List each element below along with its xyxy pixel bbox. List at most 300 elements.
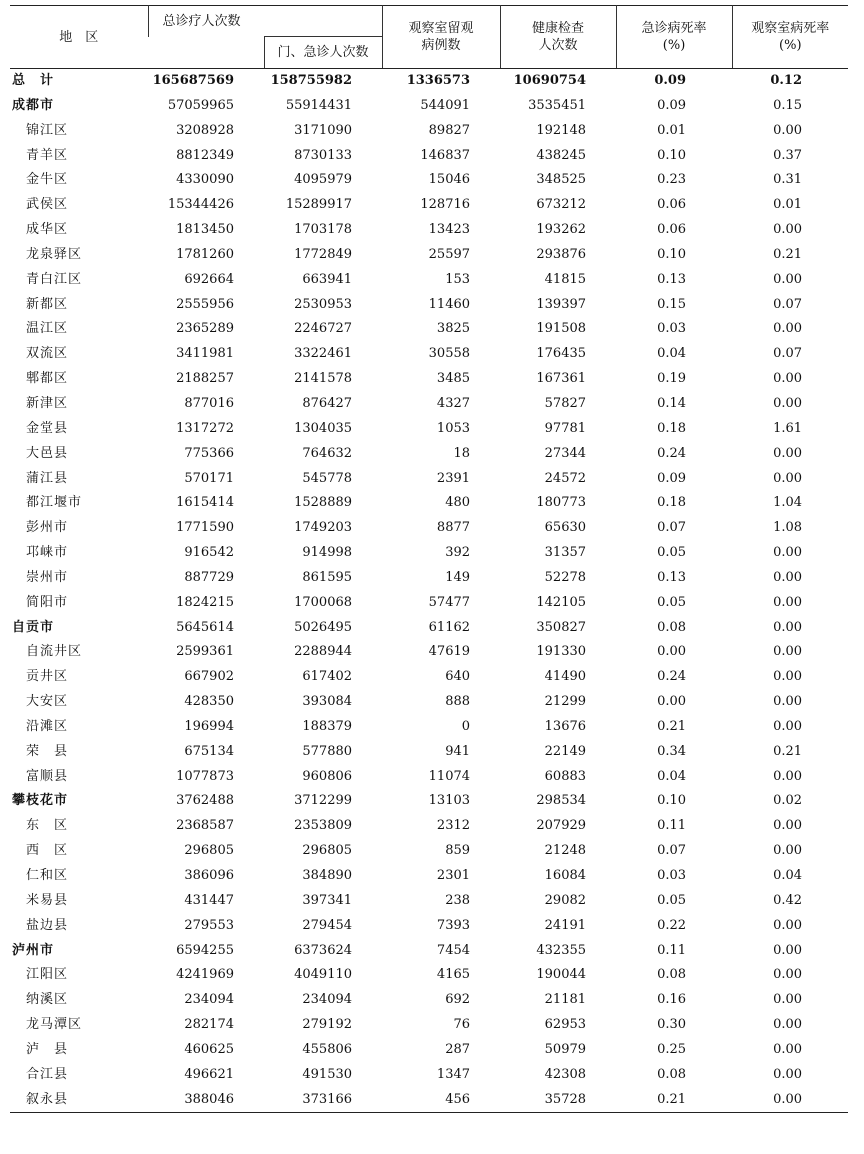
obs-rate-cell: 0.07 — [773, 346, 803, 362]
outpatient-cell: 188379 — [302, 718, 353, 734]
total-visits-cell: 428350 — [184, 694, 234, 710]
outpatient-cell: 3322461 — [294, 346, 353, 362]
region-cell: 贡井区 — [26, 669, 69, 685]
obs-rate-cell: 0.12 — [770, 73, 803, 88]
table-row — [10, 640, 848, 665]
checkup-cell: 298534 — [536, 793, 587, 809]
checkup-cell: 97781 — [544, 420, 587, 436]
checkup-cell: 180773 — [536, 495, 587, 511]
er-rate-cell: 0.14 — [657, 395, 687, 411]
header-region: 地 区 — [10, 6, 148, 69]
total-visits-cell: 1317272 — [176, 420, 234, 436]
checkup-cell: 24191 — [544, 917, 587, 933]
header-observation — [382, 6, 500, 69]
observation-cell: 153 — [445, 271, 471, 287]
outpatient-cell: 960806 — [302, 768, 353, 784]
obs-rate-cell: 0.00 — [773, 569, 803, 585]
region-cell: 仁和区 — [26, 868, 69, 883]
checkup-cell: 167361 — [536, 371, 587, 387]
obs-rate-cell: 0.00 — [773, 694, 803, 710]
total-visits-cell: 1781260 — [176, 246, 234, 262]
region-cell: 金堂县 — [26, 420, 69, 436]
obs-rate-cell: 1.04 — [773, 495, 803, 511]
table-row — [10, 491, 848, 516]
obs-rate-cell: 0.04 — [773, 868, 803, 883]
observation-cell: 128716 — [420, 197, 471, 213]
total-visits-cell: 667902 — [184, 669, 234, 685]
total-visits-cell: 165687569 — [152, 73, 234, 88]
checkup-cell: 348525 — [536, 172, 587, 188]
table-row — [10, 1038, 848, 1063]
er-rate-cell: 0.11 — [657, 942, 687, 958]
total-visits-cell: 692664 — [184, 271, 234, 287]
er-rate-cell: 0.00 — [657, 694, 687, 710]
observation-cell: 2301 — [436, 868, 471, 883]
region-cell: 崇州市 — [26, 569, 69, 585]
observation-cell: 1347 — [436, 1066, 471, 1082]
region-cell: 温江区 — [26, 321, 69, 337]
checkup-cell: 191508 — [536, 321, 587, 337]
observation-cell: 25597 — [428, 246, 471, 262]
medical-statistics-table — [10, 5, 848, 1113]
total-visits-cell: 2368587 — [176, 818, 234, 834]
region-cell: 荣 县 — [26, 743, 69, 759]
table-row — [10, 144, 848, 169]
table-row — [10, 591, 848, 616]
obs-rate-cell: 0.00 — [773, 942, 803, 958]
checkup-cell: 432355 — [536, 942, 587, 958]
outpatient-cell: 1749203 — [294, 520, 353, 536]
region-cell: 富顺县 — [26, 768, 69, 784]
checkup-cell: 438245 — [536, 147, 587, 163]
observation-cell: 692 — [445, 992, 471, 1008]
region-cell: 邛崃市 — [26, 545, 69, 561]
region-cell: 合江县 — [26, 1066, 69, 1082]
outpatient-cell: 393084 — [302, 694, 353, 710]
observation-cell: 859 — [445, 843, 471, 859]
header-checkup-line2: 人次数 — [538, 38, 578, 53]
region-cell: 成华区 — [26, 222, 69, 238]
table-row — [10, 914, 848, 939]
observation-cell: 456 — [382, 1088, 500, 1113]
region-cell: 武侯区 — [26, 197, 69, 213]
checkup-cell: 29082 — [544, 892, 587, 908]
observation-cell: 89827 — [428, 122, 471, 138]
er-rate-cell: 0.23 — [657, 172, 687, 188]
total-visits-cell: 775366 — [184, 445, 234, 461]
total-visits-cell: 496621 — [184, 1066, 234, 1082]
total-visits-cell: 3208928 — [176, 122, 234, 138]
table-row — [10, 392, 848, 417]
table-row — [10, 939, 848, 964]
er-rate-cell: 0.06 — [657, 197, 687, 213]
total-visits-cell: 460625 — [184, 1041, 234, 1057]
table-row — [10, 342, 848, 367]
obs-rate-cell: 0.00 — [773, 917, 803, 933]
checkup-cell: 60883 — [544, 768, 587, 784]
header-observation-line2: 病例数 — [421, 38, 461, 53]
table-row — [10, 864, 848, 889]
region-cell: 盐边县 — [26, 917, 69, 933]
total-visits-cell: 887729 — [184, 569, 234, 585]
er-rate-cell: 0.13 — [657, 569, 687, 585]
total-visits-cell: 570171 — [184, 470, 234, 486]
table-row — [10, 193, 848, 218]
table-row — [10, 69, 848, 94]
header-er-rate — [616, 6, 732, 69]
region-cell: 自流井区 — [26, 644, 83, 660]
region-cell: 江阳区 — [26, 967, 69, 983]
er-rate-cell: 0.25 — [657, 1041, 687, 1057]
er-rate-cell: 0.05 — [657, 594, 687, 610]
outpatient-cell: 764632 — [302, 445, 353, 461]
checkup-cell: 21248 — [544, 843, 587, 859]
er-rate-cell: 0.11 — [657, 818, 687, 834]
er-rate-cell: 0.18 — [657, 495, 687, 511]
observation-cell: 941 — [445, 743, 471, 759]
observation-cell: 30558 — [428, 346, 471, 362]
outpatient-cell: 1304035 — [294, 420, 353, 436]
outpatient-cell: 914998 — [302, 545, 353, 561]
outpatient-cell: 577880 — [302, 743, 353, 759]
total-visits-cell: 877016 — [184, 395, 234, 411]
checkup-cell: 42308 — [544, 1066, 587, 1082]
table-row — [10, 243, 848, 268]
region-cell: 都江堰市 — [26, 495, 83, 511]
checkup-cell: 62953 — [544, 1017, 587, 1033]
er-rate-cell: 0.09 — [657, 97, 687, 113]
outpatient-cell: 545778 — [302, 470, 353, 486]
header-checkup-line1: 健康检查 — [532, 21, 585, 36]
table-row — [10, 293, 848, 318]
table-row — [10, 417, 848, 442]
observation-cell: 0 — [461, 718, 471, 734]
er-rate-cell: 0.04 — [657, 768, 687, 784]
obs-rate-cell: 0.00 — [773, 992, 803, 1008]
checkup-cell: 139397 — [536, 296, 587, 312]
region-cell: 泸州市 — [12, 942, 55, 958]
region-cell: 蒲江县 — [26, 470, 69, 486]
region-cell: 大安区 — [26, 694, 69, 710]
observation-cell: 8877 — [436, 520, 471, 536]
total-visits-cell: 6594255 — [176, 942, 234, 958]
table-row — [10, 715, 848, 740]
region-cell: 青白江区 — [26, 271, 83, 287]
checkup-cell: 10690754 — [513, 73, 587, 88]
observation-cell: 1053 — [436, 420, 471, 436]
observation-cell: 480 — [445, 495, 471, 511]
obs-rate-cell: 0.37 — [773, 147, 803, 163]
observation-cell: 640 — [445, 669, 471, 685]
observation-cell: 2391 — [436, 470, 471, 486]
table-row — [10, 740, 848, 765]
obs-rate-cell: 0.00 — [773, 818, 803, 834]
outpatient-cell: 3712299 — [294, 793, 353, 809]
er-rate-cell: 0.04 — [657, 346, 687, 362]
outpatient-cell: 2141578 — [294, 371, 353, 387]
obs-rate-cell: 0.00 — [773, 644, 803, 660]
checkup-cell: 31357 — [544, 545, 587, 561]
er-rate-cell: 0.03 — [657, 321, 687, 337]
region-cell: 龙马潭区 — [26, 1017, 83, 1033]
er-rate-cell: 0.07 — [657, 520, 687, 536]
header-obs-rate-line2: (%) — [779, 38, 802, 53]
observation-cell: 287 — [445, 1041, 471, 1057]
checkup-cell: 3535451 — [528, 97, 587, 113]
er-rate-cell: 0.01 — [657, 122, 687, 138]
obs-rate-cell: 0.00 — [773, 843, 803, 859]
table-row — [10, 963, 848, 988]
obs-rate-cell: 0.00 — [773, 222, 803, 238]
total-visits-cell: 2188257 — [176, 371, 234, 387]
total-visits-cell: 15344426 — [167, 197, 234, 213]
total-visits-cell: 5645614 — [176, 619, 234, 635]
outpatient-cell: 384890 — [302, 868, 353, 883]
total-visits-cell: 57059965 — [167, 97, 234, 113]
er-rate-cell: 0.03 — [657, 868, 687, 883]
checkup-cell: 142105 — [536, 594, 587, 610]
region-cell: 总 计 — [12, 73, 55, 88]
obs-rate-cell: 0.00 — [773, 594, 803, 610]
outpatient-cell: 2288944 — [294, 644, 353, 660]
er-rate-cell: 0.06 — [657, 222, 687, 238]
er-rate-cell: 0.13 — [657, 271, 687, 287]
outpatient-cell: 1700068 — [294, 594, 353, 610]
total-visits-cell: 8812349 — [176, 147, 234, 163]
observation-cell: 146837 — [420, 147, 471, 163]
checkup-cell: 41490 — [544, 669, 587, 685]
region-cell: 简阳市 — [26, 594, 69, 610]
obs-rate-cell: 0.15 — [773, 97, 803, 113]
observation-cell: 18 — [453, 445, 471, 461]
table-row — [10, 367, 848, 392]
outpatient-cell: 397341 — [302, 892, 353, 908]
er-rate-cell: 0.10 — [657, 147, 687, 163]
observation-cell: 61162 — [428, 619, 471, 635]
outpatient-cell: 279454 — [302, 917, 353, 933]
obs-rate-cell: 0.00 — [773, 619, 803, 635]
obs-rate-cell: 0.00 — [773, 321, 803, 337]
checkup-cell: 13676 — [544, 718, 587, 734]
obs-rate-cell: 0.00 — [773, 545, 803, 561]
outpatient-cell: 3171090 — [294, 122, 353, 138]
observation-cell: 392 — [445, 545, 471, 561]
obs-rate-cell: 0.00 — [773, 718, 803, 734]
total-visits-cell: 2365289 — [176, 321, 234, 337]
outpatient-cell: 8730133 — [294, 147, 353, 163]
obs-rate-cell: 0.00 — [773, 122, 803, 138]
region-cell: 泸 县 — [26, 1041, 69, 1057]
er-rate-cell: 0.08 — [657, 619, 687, 635]
total-visits-cell: 388046 — [148, 1088, 264, 1113]
region-cell: 自贡市 — [12, 619, 55, 635]
outpatient-cell: 234094 — [302, 992, 353, 1008]
outpatient-cell: 455806 — [302, 1041, 353, 1057]
obs-rate-cell: 0.00 — [773, 768, 803, 784]
table-row — [10, 839, 848, 864]
outpatient-cell: 4049110 — [294, 967, 353, 983]
observation-cell: 888 — [445, 694, 471, 710]
observation-cell: 149 — [445, 569, 471, 585]
outpatient-cell: 5026495 — [294, 619, 353, 635]
table-row — [10, 1063, 848, 1088]
observation-cell: 57477 — [428, 594, 471, 610]
table-row — [10, 616, 848, 641]
er-rate-cell: 0.08 — [657, 1066, 687, 1082]
outpatient-cell: 1772849 — [294, 246, 353, 262]
observation-cell: 4327 — [436, 395, 471, 411]
header-checkup — [500, 6, 616, 69]
header-outpatient: 门、急诊人次数 — [264, 37, 382, 69]
table-header — [10, 6, 848, 69]
total-visits-cell: 4330090 — [176, 172, 234, 188]
outpatient-cell: 4095979 — [294, 172, 353, 188]
table-row — [10, 94, 848, 119]
region-cell: 郫都区 — [26, 371, 69, 387]
header-total-visits: 总诊疗人次数 — [148, 6, 382, 37]
total-visits-cell: 234094 — [184, 992, 234, 1008]
outpatient-cell: 15289917 — [285, 197, 353, 213]
total-visits-cell: 2555956 — [176, 296, 234, 312]
er-rate-cell: 0.10 — [657, 246, 687, 262]
obs-rate-cell: 0.31 — [773, 172, 803, 188]
obs-rate-cell: 0.00 — [773, 1066, 803, 1082]
outpatient-cell: 2530953 — [294, 296, 353, 312]
region-cell: 成都市 — [12, 97, 55, 113]
region-cell: 龙泉驿区 — [26, 246, 83, 262]
obs-rate-cell: 1.08 — [773, 520, 803, 536]
er-rate-cell: 0.05 — [657, 545, 687, 561]
er-rate-cell: 0.15 — [657, 296, 687, 312]
obs-rate-cell: 0.00 — [773, 1041, 803, 1057]
region-cell: 彭州市 — [26, 520, 69, 536]
er-rate-cell: 0.21 — [616, 1088, 732, 1113]
outpatient-cell: 861595 — [302, 569, 353, 585]
region-cell: 双流区 — [26, 346, 69, 362]
obs-rate-cell: 0.02 — [773, 793, 803, 809]
observation-cell: 4165 — [436, 967, 471, 983]
er-rate-cell: 0.22 — [657, 917, 687, 933]
table-row — [10, 566, 848, 591]
er-rate-cell: 0.24 — [657, 445, 687, 461]
total-visits-cell: 675134 — [184, 743, 234, 759]
total-visits-cell: 296805 — [184, 843, 234, 859]
table-row — [10, 690, 848, 715]
total-visits-cell: 3411981 — [176, 346, 234, 362]
obs-rate-cell: 0.21 — [773, 743, 803, 759]
obs-rate-cell: 0.00 — [773, 1017, 803, 1033]
checkup-cell: 176435 — [536, 346, 587, 362]
region-cell: 新津区 — [26, 395, 69, 411]
er-rate-cell: 0.24 — [657, 669, 687, 685]
er-rate-cell: 0.08 — [657, 967, 687, 983]
outpatient-cell: 876427 — [302, 395, 353, 411]
table-row — [10, 789, 848, 814]
obs-rate-cell: 0.21 — [773, 246, 803, 262]
table-body — [10, 69, 848, 1113]
total-visits-cell: 279553 — [184, 917, 234, 933]
total-visits-cell: 431447 — [184, 892, 234, 908]
obs-rate-cell: 0.00 — [732, 1088, 848, 1113]
checkup-cell: 193262 — [536, 222, 587, 238]
checkup-cell: 24572 — [544, 470, 587, 486]
checkup-cell: 21299 — [544, 694, 587, 710]
observation-cell: 238 — [445, 892, 471, 908]
checkup-cell: 50979 — [544, 1041, 587, 1057]
observation-cell: 7393 — [436, 917, 471, 933]
outpatient-cell: 296805 — [302, 843, 353, 859]
outpatient-cell: 279192 — [302, 1017, 353, 1033]
checkup-cell: 65630 — [544, 520, 587, 536]
outpatient-cell: 55914431 — [285, 97, 353, 113]
total-visits-cell: 196994 — [184, 718, 234, 734]
header-observation-line1: 观察室留观 — [408, 21, 474, 36]
checkup-cell: 673212 — [536, 197, 587, 213]
outpatient-cell: 6373624 — [294, 942, 353, 958]
observation-cell: 544091 — [420, 97, 471, 113]
er-rate-cell: 0.10 — [657, 793, 687, 809]
outpatient-cell: 2246727 — [294, 321, 353, 337]
observation-cell: 3485 — [436, 371, 471, 387]
total-visits-cell: 1824215 — [176, 594, 234, 610]
obs-rate-cell: 0.00 — [773, 271, 803, 287]
observation-cell: 76 — [453, 1017, 471, 1033]
observation-cell: 7454 — [436, 942, 471, 958]
er-rate-cell: 0.09 — [657, 470, 687, 486]
er-rate-cell: 0.30 — [657, 1017, 687, 1033]
header-obs-rate-line1: 观察室病死率 — [751, 21, 830, 36]
outpatient-cell: 158755982 — [270, 73, 353, 88]
table-row — [10, 889, 848, 914]
obs-rate-cell: 0.01 — [773, 197, 803, 213]
outpatient-cell: 617402 — [302, 669, 353, 685]
region-cell: 米易县 — [26, 892, 69, 908]
checkup-cell: 16084 — [544, 868, 587, 883]
observation-cell: 15046 — [428, 172, 471, 188]
region-cell: 金牛区 — [26, 172, 69, 188]
checkup-cell: 22149 — [544, 743, 587, 759]
observation-cell: 11074 — [428, 768, 471, 784]
table-row — [10, 1013, 848, 1038]
total-visits-cell: 1077873 — [176, 768, 234, 784]
outpatient-cell: 2353809 — [294, 818, 353, 834]
header-er-rate-line1: 急诊病死率 — [641, 21, 707, 36]
total-visits-cell: 1771590 — [176, 520, 234, 536]
er-rate-cell: 0.19 — [657, 371, 687, 387]
er-rate-cell: 0.05 — [657, 892, 687, 908]
table-row — [10, 317, 848, 342]
region-cell: 沿滩区 — [26, 718, 69, 734]
obs-rate-cell: 0.00 — [773, 470, 803, 486]
checkup-cell: 21181 — [544, 992, 587, 1008]
obs-rate-cell: 0.00 — [773, 445, 803, 461]
checkup-cell: 41815 — [544, 271, 587, 287]
checkup-cell: 27344 — [544, 445, 587, 461]
total-visits-cell: 1615414 — [176, 495, 234, 511]
checkup-cell: 191330 — [536, 644, 587, 660]
table-row — [10, 218, 848, 243]
total-visits-cell: 916542 — [184, 545, 234, 561]
region-cell: 新都区 — [26, 296, 69, 312]
total-visits-cell: 2599361 — [176, 644, 234, 660]
total-visits-cell: 1813450 — [176, 222, 234, 238]
outpatient-cell: 663941 — [302, 271, 353, 287]
obs-rate-cell: 0.00 — [773, 967, 803, 983]
table-row — [10, 168, 848, 193]
obs-rate-cell: 1.61 — [773, 420, 803, 436]
region-cell: 青羊区 — [26, 147, 69, 163]
table-row — [10, 119, 848, 144]
